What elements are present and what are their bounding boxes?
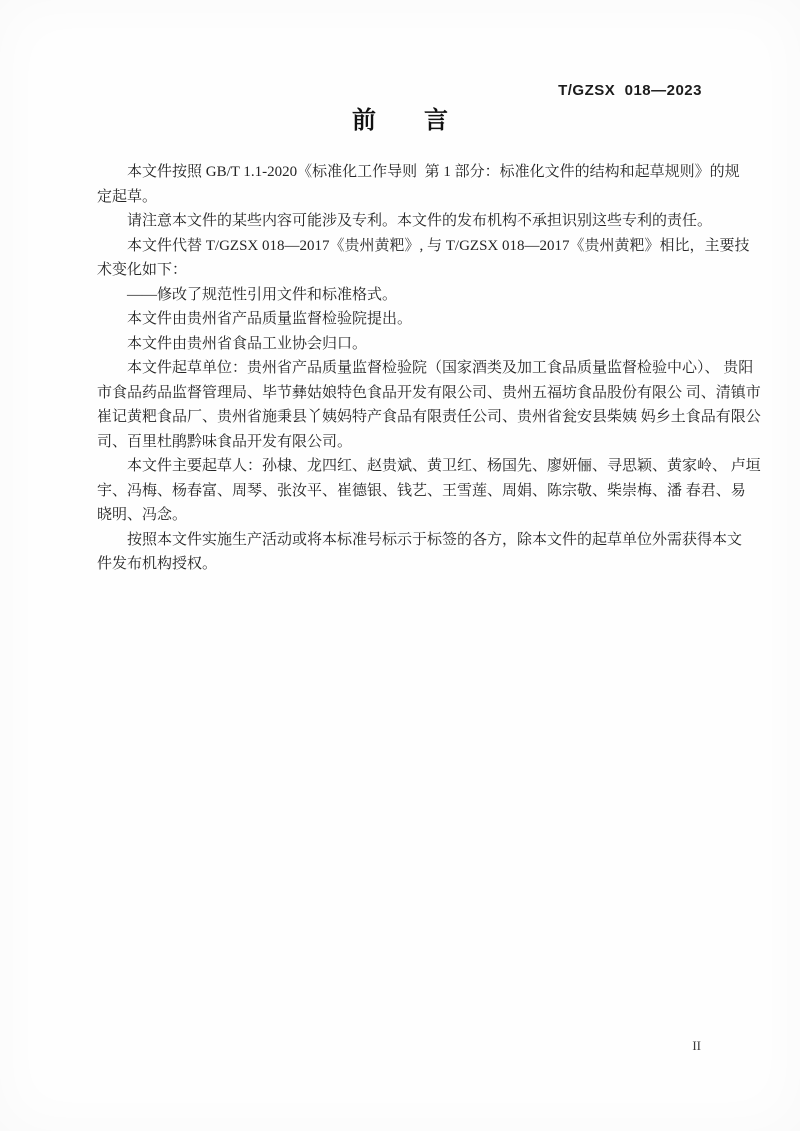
- paragraph: [97, 454, 761, 528]
- page-number: II: [692, 1038, 701, 1053]
- text-line: 本文件代替 T/GZSX 018—2017《贵州黄粑》, 与 T/GZSX 018—2017《贵州黄粑》相比，主要技: [127, 237, 750, 254]
- text-line: 晓明、冯念。: [97, 507, 188, 523]
- paragraph: [97, 528, 743, 577]
- text-line: 件发布机构授权。: [97, 556, 218, 572]
- text-line: 宇、冯梅、杨春富、周琴、张汝平、崔德银、钱艺、王雪莲、周娟、陈宗敬、柴崇梅、潘 春君、易: [97, 482, 746, 499]
- paragraph: [97, 356, 761, 454]
- text-line: 崔记黄粑食品厂、贵州省施秉县丫姨妈特产食品有限责任公司、贵州省瓮安县柴姨 妈乡土食品有限公: [97, 409, 761, 425]
- text-line: 请注意本文件的某些内容可能涉及专利。本文件的发布机构不承担识别这些专利的责任。: [127, 213, 713, 229]
- text-line: 定起草。: [97, 188, 158, 205]
- foreword-body: [97, 160, 761, 577]
- page-title: 前 言: [352, 107, 448, 134]
- paragraph: [97, 283, 715, 308]
- text-line: 市食品药品监督管理局、毕节彝姑娘特色食品开发有限公司、贵州五福坊食品股份有限公 司、清镇市: [97, 384, 761, 401]
- text-line: 本文件由贵州省食品工业协会归口。: [127, 335, 368, 352]
- text-line: 本文件由贵州省产品质量监督检验院提出。: [127, 311, 413, 327]
- text-line: ——修改了规范性引用文件和标准格式。: [127, 286, 398, 303]
- standard-number: T/GZSX 018—2023: [558, 82, 702, 99]
- text-line: 本文件起草单位：贵州省产品质量监督检验院（国家酒类及加工食品质量监督检验中心）、 贵阳: [127, 360, 754, 376]
- text-line: 司、百里杜鹃黔味食品开发有限公司。: [97, 433, 353, 450]
- text-line: 术变化如下：: [97, 262, 188, 278]
- paragraph: [97, 234, 750, 283]
- text-line: 本文件主要起草人：孙棣、龙四红、赵贵斌、黄卫红、杨国先、廖妍俪、寻思颖、黄家岭、 卢垣: [127, 458, 761, 474]
- paragraph: [97, 209, 715, 234]
- text-line: 按照本文件实施生产活动或将本标准号标示于标签的各方，除本文件的起草单位外需获得本文: [127, 531, 743, 548]
- paragraph: [97, 332, 715, 357]
- paragraph: [97, 160, 740, 209]
- paragraph: [97, 307, 715, 332]
- text-line: 本文件按照 GB/T 1.1-2020《标准化工作导则 第 1 部分：标准化文件的结构和起草规则》的规: [127, 164, 740, 180]
